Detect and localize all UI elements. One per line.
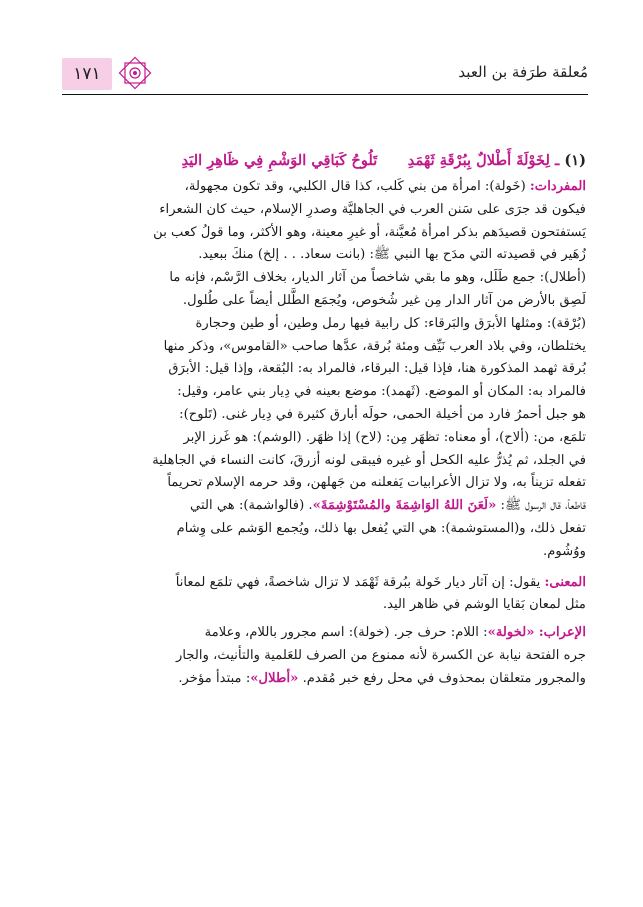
meaning-line: مثل لمعان بَقايا الوشم في ظاهر اليد. [382,597,586,613]
verse-first-hemistich: لِخَوْلَةَ أَطْلالٌ بِبُرْقَةِ ثَهْمَدِ [407,152,550,169]
section-gap [62,564,586,572]
vocab-line: بُرقة ثهمد المذكورة هنا، فإذا قيل: البرقاء، فالمراد به: البُقعة، وإذا قيل: الأبرَق [168,361,586,377]
grammar-word: «لخولة» [487,625,535,641]
hadith-quote: «لَعَنَ اللهُ الوَاشِمَةَ والمُسْتَوْشِمَةَ» [312,498,497,514]
vocab-line: فالمراد به: المكان أو الموضع. (ثَهمد): موضع بعينه في دِيار بني عامر، وقيل: [177,384,586,400]
verse-line [62,146,586,176]
vocab-line: ووُشُوم. [543,543,586,559]
grammar-line: جره الفتحة نيابة عن الكسرة لأنه ممنوع من الصرف للعَلمية والتأنيث، والجار [175,647,586,663]
vocab-line: (بُرْقة): ومثلها الأبرَق والبَرقاء: كل رابية فيها رمل وطين، أو طين وحجارة [195,315,586,331]
vocab-line: زُهَير في قصيدته التي مدَح بها النبي ﷺ: (بانت سعاد. . . إلخ) منكَ ببعيد. [198,247,586,263]
vocab-line [62,495,586,518]
running-title: مُعلقة طرَفة بن العبد [458,63,588,81]
vocab-line: في الجلد، ثم يُذرُّ عليه الكحل أو غيره فيبقى لونه أزرقَ، كانت النساء في الجاهلية [152,452,586,468]
page-content [62,146,586,691]
page-number: ١٧١ [62,58,112,90]
vocab-line: تفعل ذلك، و(المستوشمة): هي التي يُفعل بها ذلك، ويُجمع الوَشم على وِشام [176,520,586,536]
vocab-line: تلمَع، من: (ألاح)، أو معناه: تظهَر مِن: (لاح) إذا ظهَر. (الوشم): هو غَرز الإبر [183,429,586,445]
vocab-text: قاطعاً، قال الرسول ﷺ: [496,498,586,514]
vocab-line [62,176,586,199]
vocab-line: يَستفتحون قصيدَهم بذكر امرأة مُعيَّنة، أو غيرِ معينة، وهو الأكثر، وما قولُ كعب بن [153,224,586,240]
grammar-line [62,668,586,691]
page-header [62,54,588,95]
vocab-line: فيكون قد جرَى على سَنن العرب في الجاهليَّة وصدرِ الإسلام، حيث كان الشعراء [159,201,586,217]
vocab-line: هو جبل أحمرُ فارد من أخيلة الحمى، حولَه أبارق كثيرة في دِيار غنى. (تَلوح): [179,406,586,422]
meaning-text: يقول: إن آثار ديار خَولة ببُرقة ثَهْمَد لا تزال شاخصةً، فهي تلمَع لمعاناً [175,574,545,590]
meaning-line [62,572,586,595]
verse-second-hemistich: تَلُوحُ كَبَاقِي الوَشْمِ فِي ظَاهِرِ اليَدِ [181,152,378,169]
verse-gap [382,152,402,169]
verse-separator: ـ [549,152,560,169]
vocab-label: المفردات: [529,179,586,194]
vocab-line: (أطلال): جمع طَلَل، وهو ما بقي شاخصاً من آثار الديار، بخلاف الرَّسْم، فإنه ما [169,270,586,286]
vocab-line: تفعله تزيناً به، ولا تزال الأعرابيات يَفعلنه من جَهلهن، وقد حرمه الإسلام تحريماً [167,475,586,491]
vocab-text: . (فالواشمة): هي التي [189,498,313,514]
grammar-word: «أطلال» [250,670,299,686]
meaning-label: المعنى: [544,574,586,590]
grammar-text: : مبتدأ مؤخر. [178,670,251,686]
verse-number: (١) [564,152,586,169]
vocab-line: يختلطان، وفي بلاد العرب نَيِّف ومئة بُرقة، عدَّها صاحب «القاموس»، وذكر منها [163,338,586,354]
grammar-label: الإعراب: [538,625,586,641]
vocab-line-text: (خَولة): امرأة من بني كَلب، كذا قال الكلبي، وقد تكون مجهولة، [184,179,526,194]
grammar-line [62,622,586,645]
grammar-text: والمجرور متعلقان بمحذوف في محل رفع خبر مُقدم. [298,670,586,686]
ornament-icon [118,56,152,90]
grammar-text: : اللام: حرف جر. (خولة): اسم مجرور باللام، وعلامة [204,625,488,641]
vocab-line: لَصِق بالأرض من آثار الدار مِن غير شُخوص، ويُجمَع الطَّلل أيضاً على طُلول. [182,292,586,308]
